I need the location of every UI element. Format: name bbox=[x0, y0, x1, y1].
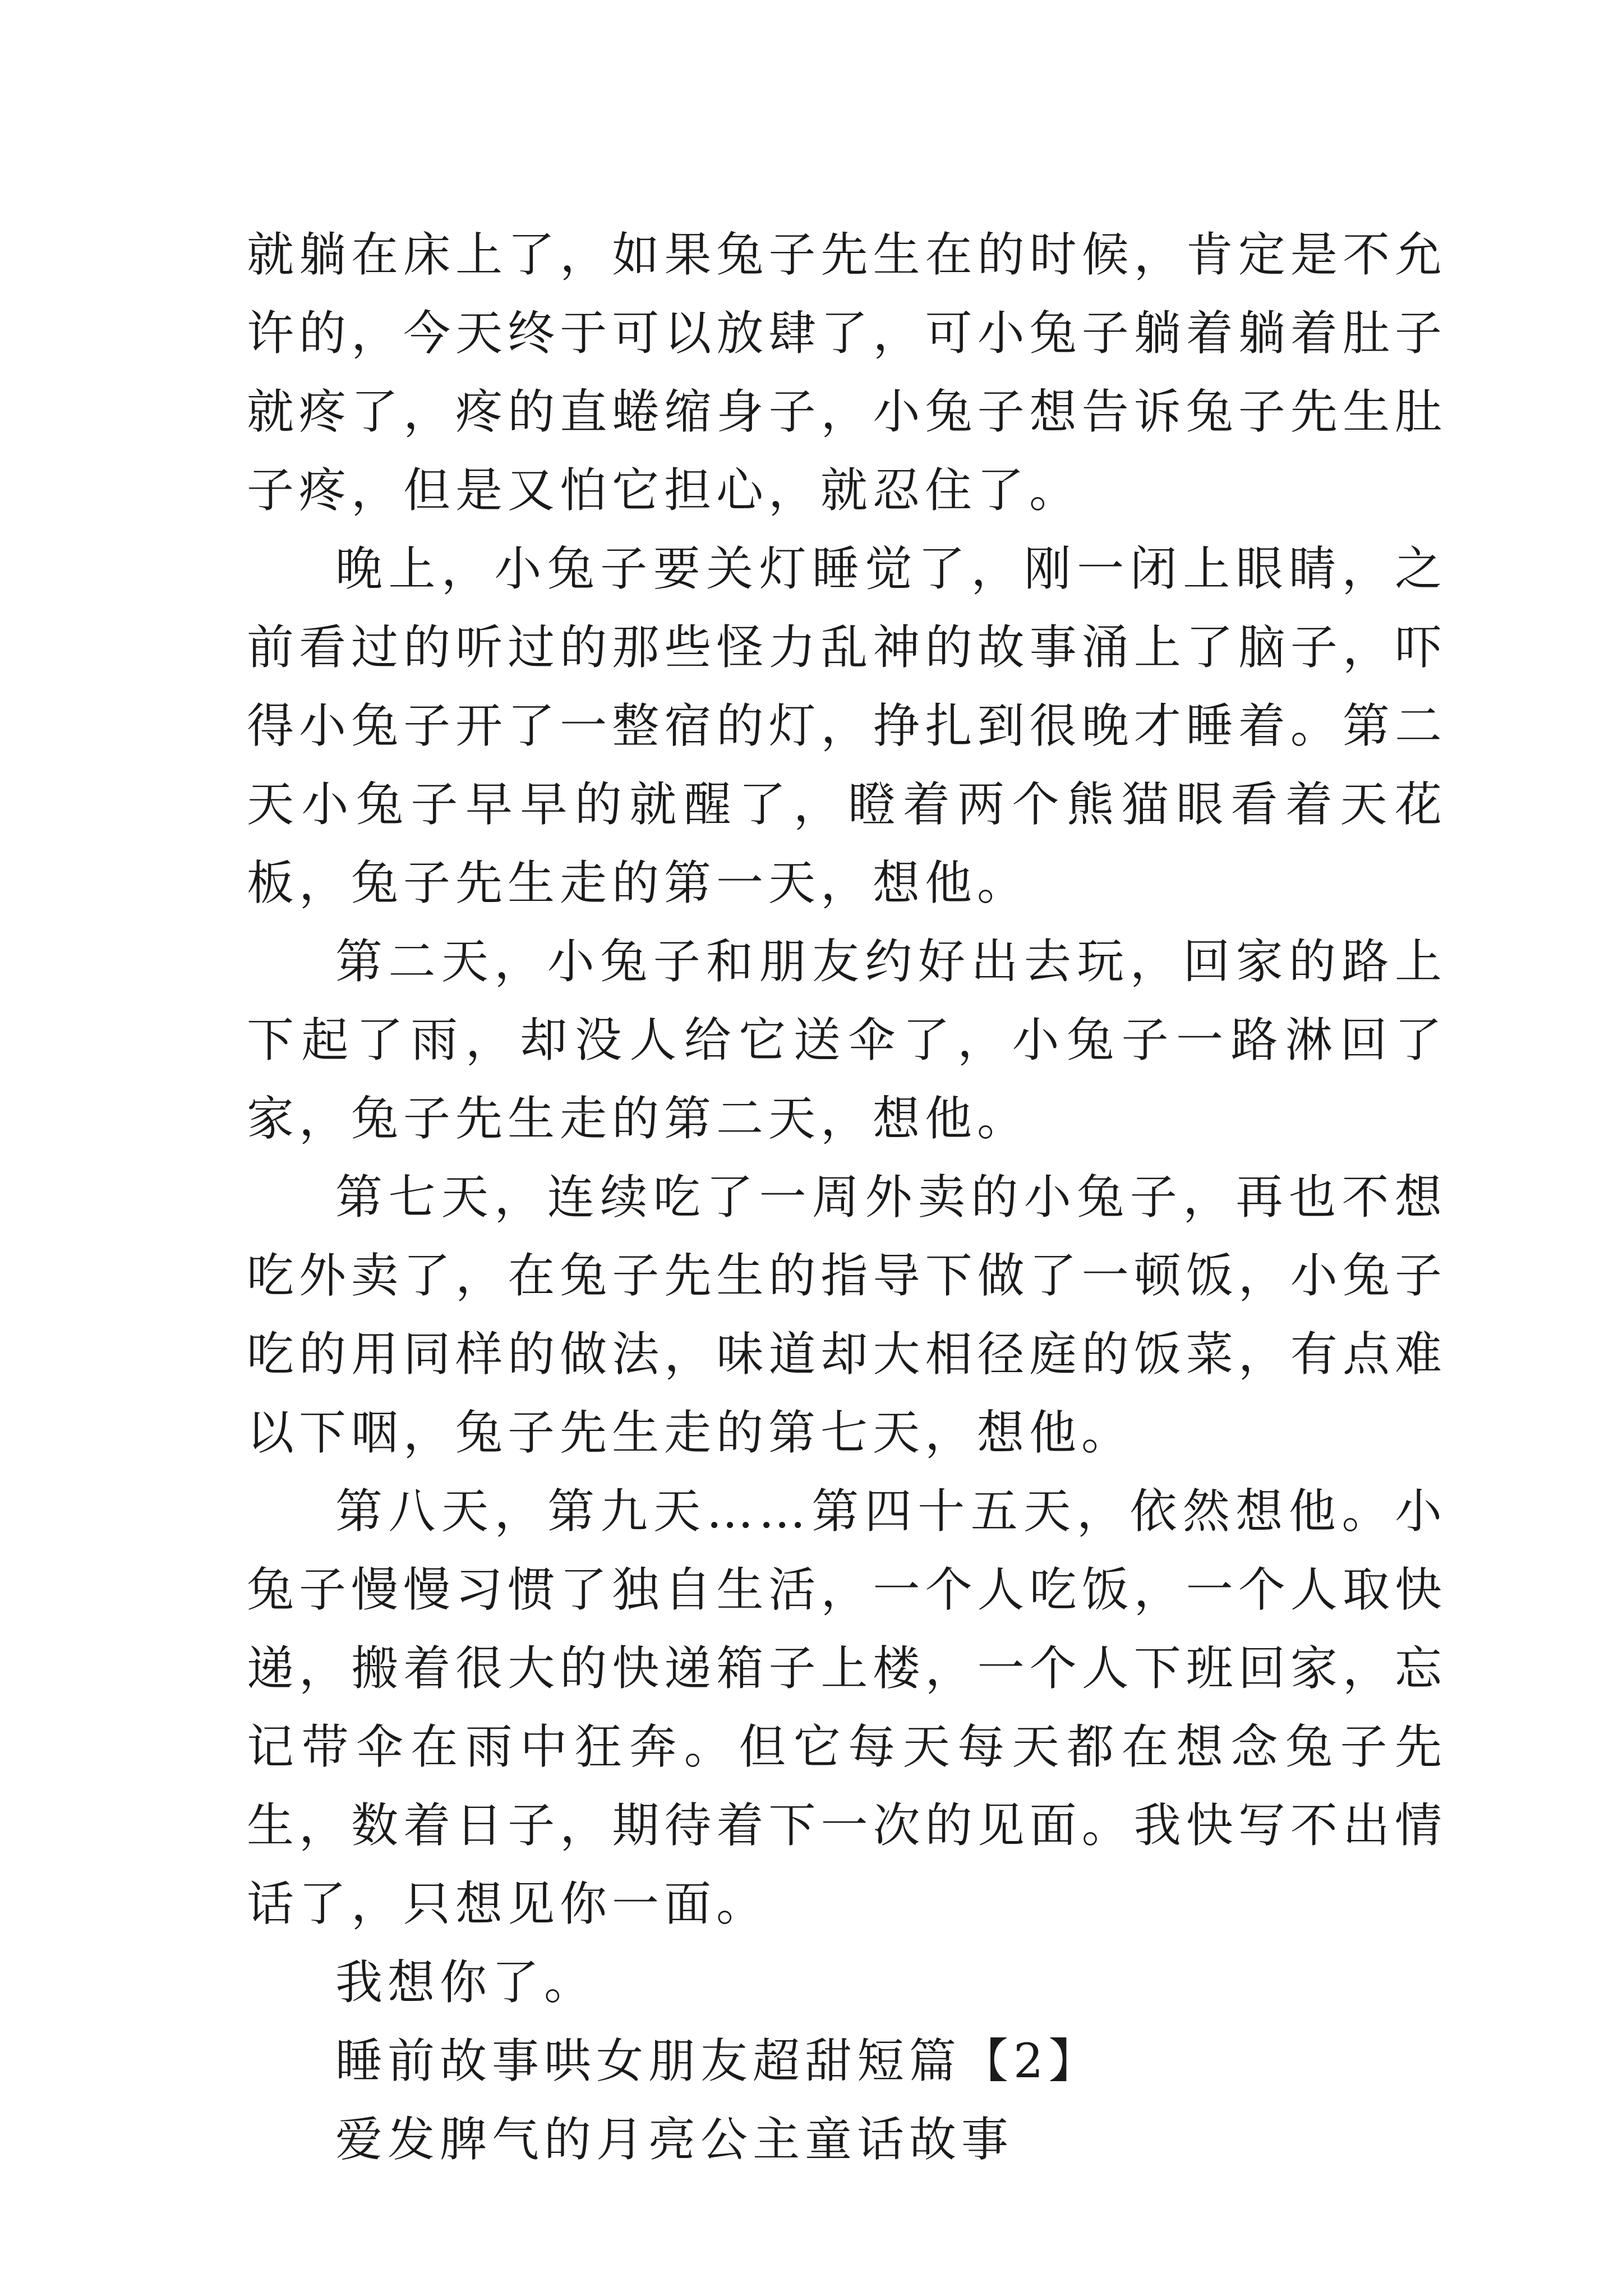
paragraph-continued: 就躺在床上了，如果兔子先生在的时候，肯定是不允许的，今天终于可以放肆了，可小兔子躺着躺着肚子就疼了，疼的直蜷缩身子，小兔子想告诉兔子先生肚子疼，但是又怕它担心，就忍住了。 bbox=[247, 227, 1447, 518]
section-heading: 睡前故事哄女朋友超甜短篇【2】 bbox=[335, 2033, 1101, 2088]
paragraph-day-two: 第二天，小兔子和朋友约好出去玩，回家的路上下起了雨，却没人给它送伞了，小兔子一路淋回了家，兔子先生走的第二天，想他。 bbox=[247, 934, 1447, 1146]
paragraph-miss-you: 我想你了。 bbox=[335, 1955, 597, 2010]
story-title: 爱发脾气的月亮公主童话故事 bbox=[335, 2112, 1014, 2167]
paragraph-day-seven: 第七天，连续吃了一周外卖的小兔子，再也不想吃外卖了，在兔子先生的指导下做了一顿饭，小兔子吃的用同样的做法，味道却大相径庭的饭菜，有点难以下咽，兔子先生走的第七天，想他。 bbox=[247, 1170, 1447, 1460]
paragraph-night: 晚上，小兔子要关灯睡觉了，刚一闭上眼睛，之前看过的听过的那些怪力乱神的故事涌上了脑子，吓得小兔子开了一整宿的灯，挣扎到很晚才睡着。第二天小兔子早早的就醒了，瞪着两个熊猫眼看着天花板，兔子先生走的第一天，想他。 bbox=[247, 541, 1447, 910]
document-body bbox=[247, 215, 1447, 2179]
paragraph-day-forty-five: 第八天，第九天……第四十五天，依然想他。小兔子慢慢习惯了独自生活，一个人吃饭，一个人取快递，搬着很大的快递箱子上楼，一个人下班回家，忘记带伞在雨中狂奔。但它每天每天都在想念兔子先生，数着日子，期待着下一次的见面。我快写不出情话了，只想见你一面。 bbox=[247, 1484, 1447, 1931]
